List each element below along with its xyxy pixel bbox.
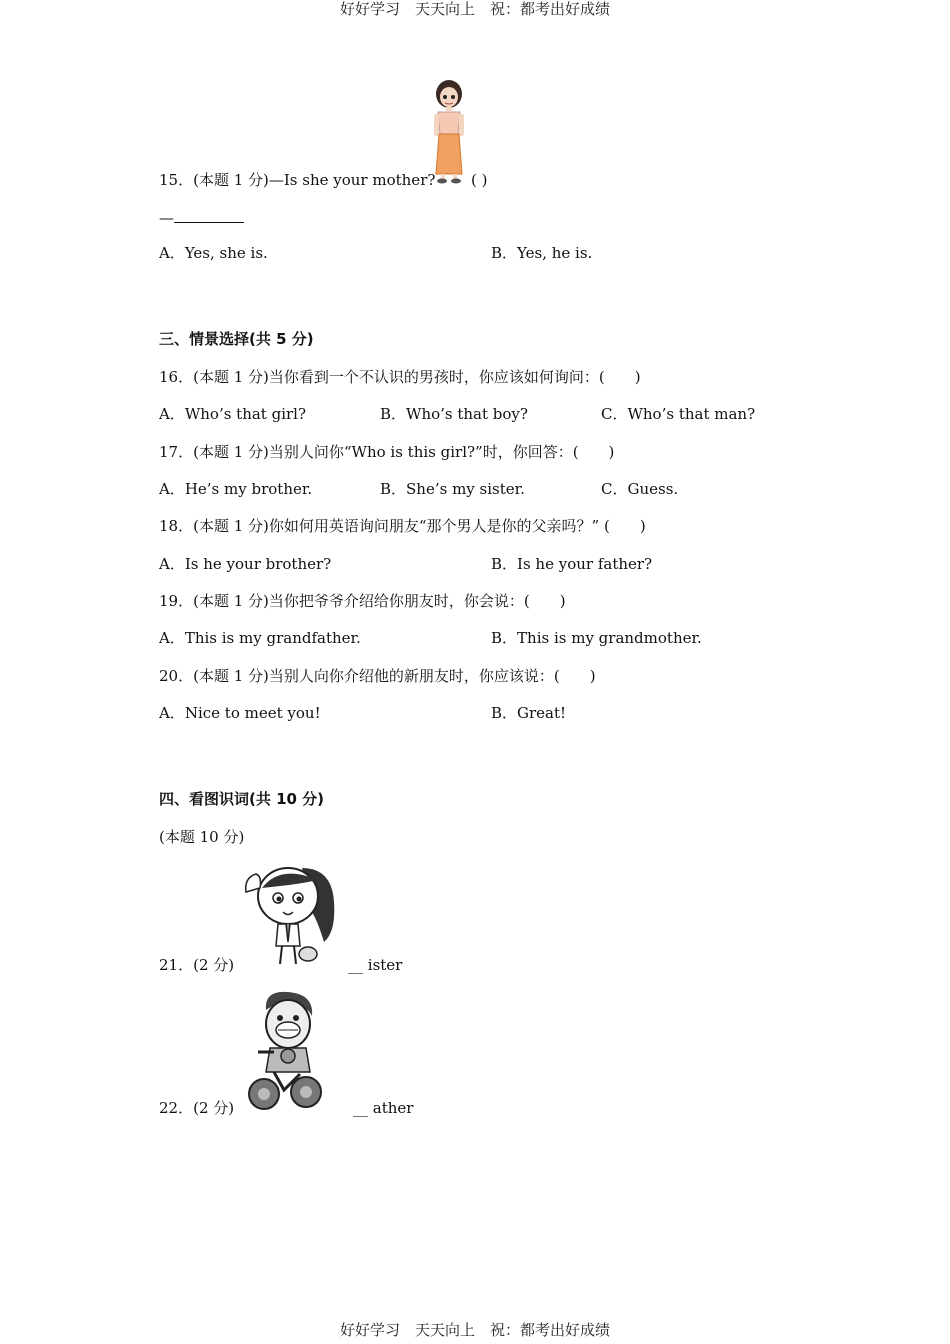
q16-option-c: C．Who’s that man? (601, 405, 756, 423)
q16-question: 16．(本题 1 分)当你看到一个不认识的男孩时，你应该如何询问：( ) (159, 368, 641, 386)
section-3-title: 三、情景选择(共 5 分) (159, 330, 314, 348)
q17-option-a: A．He’s my brother. (159, 480, 313, 498)
q19-option-a: A．This is my grandfather. (159, 629, 361, 647)
q15-answer-line (159, 208, 244, 227)
q17-option-c: C．Guess. (601, 480, 679, 498)
page-header: 好好学习 天天向上 祝：都考出好成绩 (339, 0, 610, 18)
q18-option-a: A．Is he your brother? (159, 555, 332, 573)
q18-question: 18．(本题 1 分)你如何用英语询问朋友“那个男人是你的父亲吗？” ( ) (159, 517, 646, 535)
father-cyclist-illustration (244, 990, 326, 1112)
q16-option-b: B．Who’s that boy? (380, 405, 528, 423)
q17-option-b: B．She’s my sister. (380, 480, 525, 498)
q22-label: 22．(2 分) (159, 1099, 235, 1117)
q17-question: 17．(本题 1 分)当别人问你“Who is this girl?”时，你回答：( ) (159, 443, 615, 461)
q16-option-a: A．Who’s that girl? (159, 405, 307, 423)
q15-option-b: B．Yes, he is. (491, 244, 593, 262)
section-4-points: (本题 10 分) (159, 828, 245, 846)
q21-label: 21．(2 分) (159, 956, 235, 974)
q15-answer-dash: — (159, 209, 174, 227)
q20-option-b: B．Great! (491, 704, 567, 722)
q15-question: 15．(本题 1 分)—Is she your mother? (159, 171, 436, 189)
q21-word-blank[interactable]: __ ister (348, 956, 403, 974)
woman-illustration (426, 78, 472, 184)
sister-girl-illustration (240, 862, 338, 968)
section-4-title: 四、看图识词(共 10 分) (159, 790, 325, 808)
q19-option-b: B．This is my grandmother. (491, 629, 702, 647)
q20-question: 20．(本题 1 分)当别人向你介绍他的新朋友时，你应该说：( ) (159, 667, 596, 685)
q18-option-b: B．Is he your father? (491, 555, 653, 573)
q20-option-a: A．Nice to meet you! (159, 704, 321, 722)
q22-word-blank[interactable]: __ ather (353, 1099, 414, 1117)
q15-answer-blank[interactable] (174, 208, 244, 223)
q19-question: 19．(本题 1 分)当你把爷爷介绍给你朋友时，你会说：( ) (159, 592, 566, 610)
q15-answer-paren: ( ) (471, 171, 488, 189)
q15-option-a: A．Yes, she is. (159, 244, 268, 262)
page-footer: 好好学习 天天向上 祝：都考出好成绩 (339, 1321, 610, 1339)
